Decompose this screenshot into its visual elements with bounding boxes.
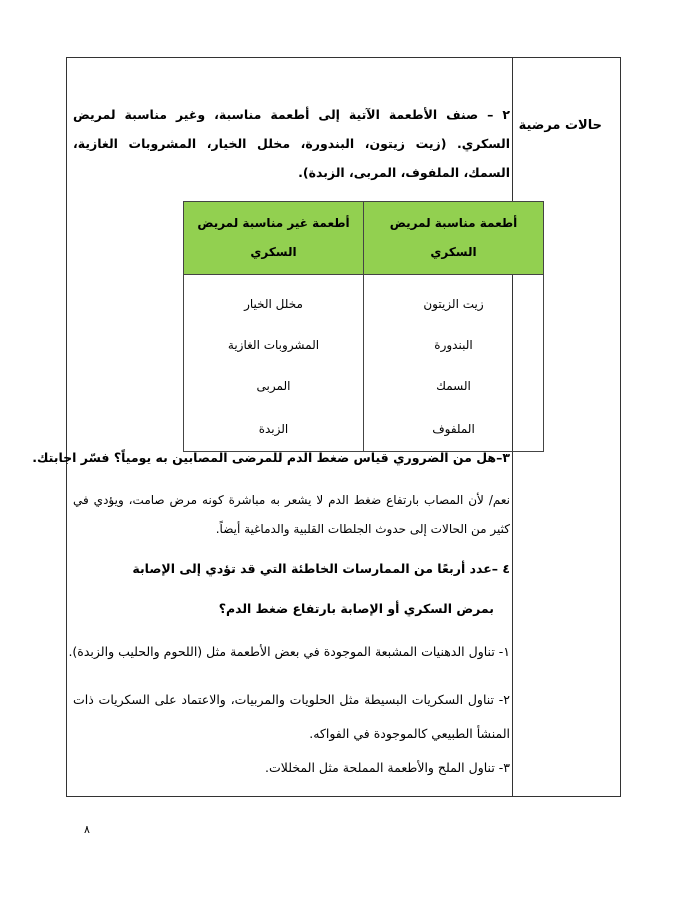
answer-3: نعم/ لأن المصاب بارتفاع ضغط الدم لا يشعر به مباشرة كونه مرض صامت، ويؤدي في كثير من الحالات إلى حدوث الجلطات القلبية والدماغية أيضاً. [73,493,510,536]
header-unsuitable: أطعمة غير مناسبة لمريض السكري [184,202,364,275]
table-row [184,406,544,452]
suitable-food: السمك [364,365,544,406]
suitable-food: البندورة [364,324,544,365]
answer-4-item-3: ٣- تناول الملح والأطعمة المملحة مثل المخللات. [265,760,510,775]
suitable-food: زيت الزيتون [364,275,544,325]
unsuitable-food: المربى [184,365,364,406]
worksheet-frame [32,57,621,797]
category-label: حالات مرضية [518,118,602,133]
question-4-line-1: ٤ –عدد أربعًا من الممارسات الخاطئة التي قد تؤدي إلى الإصابة [132,561,510,576]
question-2: ٢ – صنف الأطعمة الآتية إلى أطعمة مناسبة، وغير مناسبة لمريض السكري. (زيت زيتون، البندورة، مخلل الخيار، المشروبات الغازية، السمك، الملفوف، المربى، الزبدة). [73,107,510,180]
table-row [184,365,544,406]
answer-4-item-1: ١- تناول الدهنيات المشبعة الموجودة في بعض الأطعمة مثل (اللحوم والحليب والزبدة). [68,644,510,659]
suitable-food: الملفوف [364,406,544,452]
page-number: ٨ [84,823,90,836]
table-header-row [184,202,544,275]
question-3: ٣–هل من الضروري قياس ضغط الدم للمرضى المصابين به يومياً؟ فسّر اجابتك. [32,450,510,465]
content-cell [32,58,518,796]
table-row [184,324,544,365]
food-classification-table [183,201,544,452]
answer-4-item-2: ٢- تناول السكريات البسيطة مثل الحلويات والمربيات، والاعتماد على السكريات ذات المنشأ الطبيعي كالموجودة في الفواكه. [73,692,510,741]
unsuitable-food: المشروبات الغازية [184,324,364,365]
header-suitable: أطعمة مناسبة لمريض السكري [364,202,544,275]
table-row [184,275,544,325]
unsuitable-food: الزبدة [184,406,364,452]
question-4-line-2: بمرض السكري أو الإصابة بارتفاع ضغط الدم؟ [218,601,494,616]
unsuitable-food: مخلل الخيار [184,275,364,325]
